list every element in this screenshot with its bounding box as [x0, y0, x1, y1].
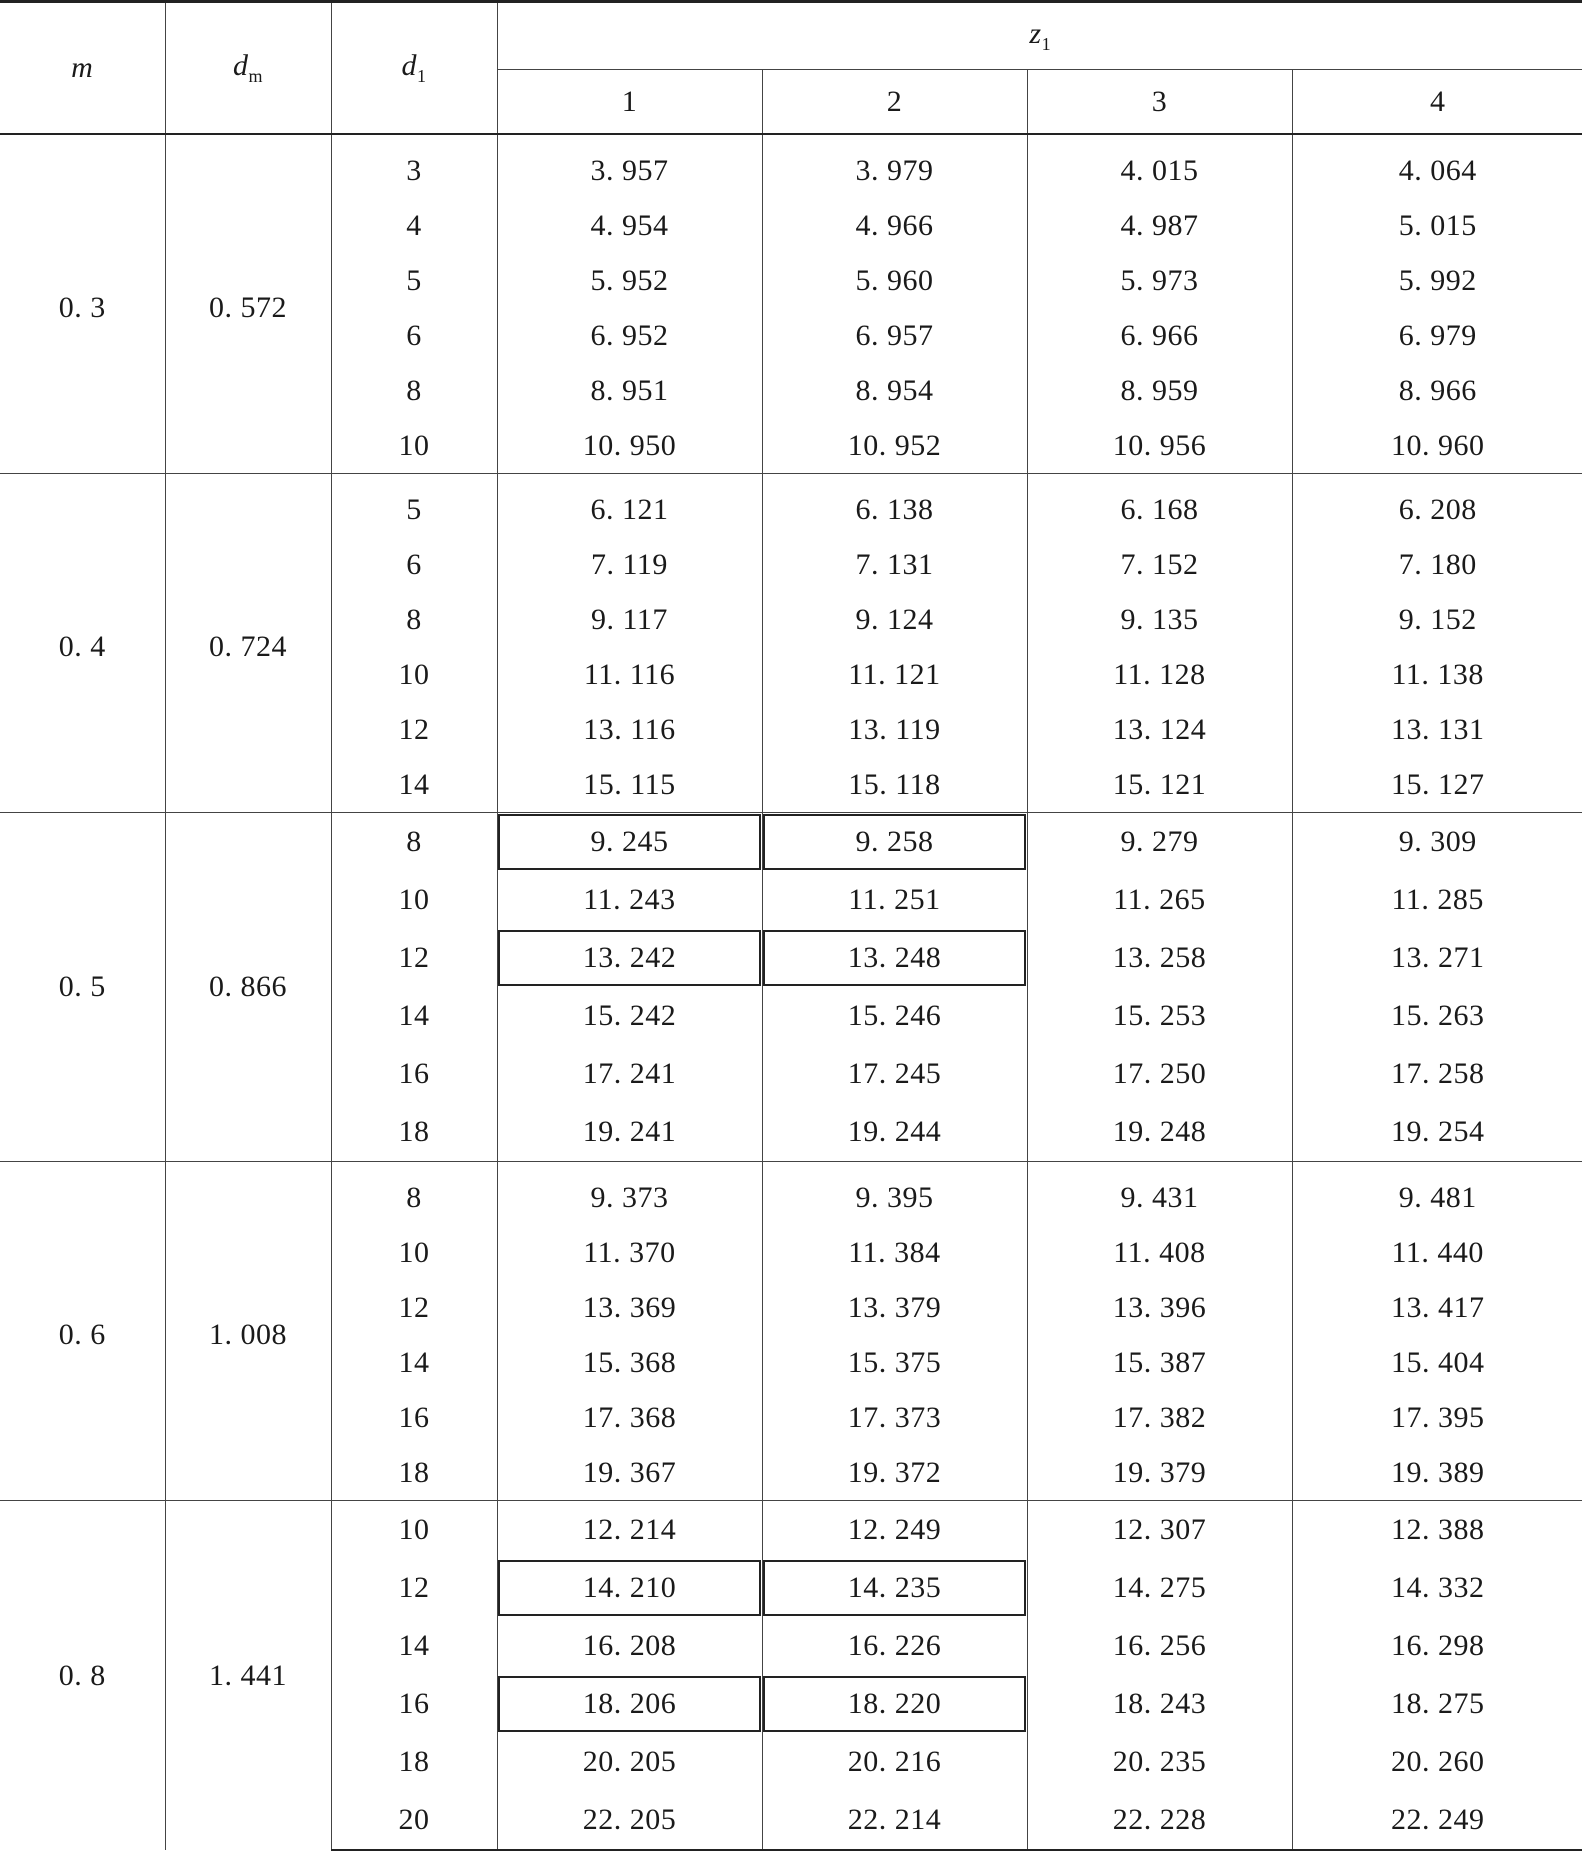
cell-z1-4: 10. 960 [1292, 418, 1582, 474]
cell-z1-3: 9. 431 [1027, 1162, 1292, 1226]
cell-z1-1: 17. 368 [497, 1390, 762, 1445]
cell-z1-4: 7. 180 [1292, 537, 1582, 592]
cell-d1: 5 [331, 474, 497, 538]
cell-z1-1: 8. 951 [497, 363, 762, 418]
cell-z1-2: 15. 246 [762, 987, 1027, 1045]
cell-z1-3: 5. 973 [1027, 253, 1292, 308]
cell-m: 0. 6 [0, 1162, 165, 1501]
cell-z1-1: 11. 243 [497, 871, 762, 929]
cell-d1: 14 [331, 1617, 497, 1675]
table-row [0, 1162, 1582, 1226]
header-d1-sub: 1 [417, 66, 427, 86]
cell-z1-4: 14. 332 [1292, 1559, 1582, 1617]
cell-z1-4: 13. 131 [1292, 702, 1582, 757]
cell-z1-4: 13. 271 [1292, 929, 1582, 987]
cell-z1-3: 10. 956 [1027, 418, 1292, 474]
cell-z1-2: 11. 121 [762, 647, 1027, 702]
cell-d1: 8 [331, 363, 497, 418]
cell-z1-1: 14. 210 [497, 1559, 762, 1617]
cell-z1-3: 14. 275 [1027, 1559, 1292, 1617]
cell-m: 0. 5 [0, 813, 165, 1162]
cell-z1-1: 15. 115 [497, 757, 762, 813]
cell-z1-2: 19. 244 [762, 1103, 1027, 1162]
cell-d1: 10 [331, 871, 497, 929]
cell-z1-3: 4. 987 [1027, 198, 1292, 253]
cell-z1-2: 17. 245 [762, 1045, 1027, 1103]
cell-z1-1: 22. 205 [497, 1791, 762, 1850]
header-z1 [497, 2, 1582, 70]
table-header [0, 2, 1582, 135]
cell-z1-2: 9. 395 [762, 1162, 1027, 1226]
cell-z1-2: 14. 235 [762, 1559, 1027, 1617]
header-z1-label: z [1029, 17, 1042, 50]
cell-z1-2: 6. 138 [762, 474, 1027, 538]
cell-d1: 14 [331, 757, 497, 813]
cell-z1-3: 13. 396 [1027, 1280, 1292, 1335]
cell-z1-3: 15. 253 [1027, 987, 1292, 1045]
cell-z1-2: 16. 226 [762, 1617, 1027, 1675]
cell-dm: 0. 866 [165, 813, 331, 1162]
cell-z1-1: 15. 242 [497, 987, 762, 1045]
cell-z1-1: 17. 241 [497, 1045, 762, 1103]
cell-z1-4: 9. 481 [1292, 1162, 1582, 1226]
cell-z1-2: 4. 966 [762, 198, 1027, 253]
cell-z1-4: 19. 254 [1292, 1103, 1582, 1162]
cell-z1-2: 9. 124 [762, 592, 1027, 647]
table-body [0, 134, 1582, 1850]
cell-z1-3: 11. 265 [1027, 871, 1292, 929]
cell-z1-3: 22. 228 [1027, 1791, 1292, 1850]
cell-z1-1: 19. 367 [497, 1445, 762, 1501]
cell-z1-3: 16. 256 [1027, 1617, 1292, 1675]
cell-z1-3: 12. 307 [1027, 1501, 1292, 1560]
table-row [0, 134, 1582, 198]
cell-z1-4: 6. 208 [1292, 474, 1582, 538]
cell-z1-4: 19. 389 [1292, 1445, 1582, 1501]
cell-z1-1: 9. 245 [497, 813, 762, 872]
cell-z1-1: 3. 957 [497, 134, 762, 198]
cell-z1-2: 19. 372 [762, 1445, 1027, 1501]
cell-z1-1: 13. 116 [497, 702, 762, 757]
header-dm [165, 2, 331, 135]
header-z1-col-3: 3 [1027, 70, 1292, 135]
cell-z1-1: 4. 954 [497, 198, 762, 253]
cell-z1-4: 22. 249 [1292, 1791, 1582, 1850]
header-dm-label: d [232, 49, 249, 82]
cell-z1-3: 8. 959 [1027, 363, 1292, 418]
cell-z1-4: 9. 309 [1292, 813, 1582, 872]
cell-z1-1: 11. 370 [497, 1225, 762, 1280]
cell-z1-3: 11. 128 [1027, 647, 1292, 702]
cell-d1: 8 [331, 1162, 497, 1226]
cell-z1-4: 9. 152 [1292, 592, 1582, 647]
cell-z1-3: 19. 379 [1027, 1445, 1292, 1501]
cell-z1-2: 3. 979 [762, 134, 1027, 198]
cell-d1: 20 [331, 1791, 497, 1850]
cell-z1-4: 4. 064 [1292, 134, 1582, 198]
cell-z1-2: 18. 220 [762, 1675, 1027, 1733]
cell-z1-1: 18. 206 [497, 1675, 762, 1733]
cell-z1-1: 5. 952 [497, 253, 762, 308]
cell-z1-1: 16. 208 [497, 1617, 762, 1675]
cell-z1-3: 17. 382 [1027, 1390, 1292, 1445]
cell-z1-3: 13. 258 [1027, 929, 1292, 987]
cell-z1-3: 4. 015 [1027, 134, 1292, 198]
cell-d1: 14 [331, 987, 497, 1045]
cell-z1-3: 18. 243 [1027, 1675, 1292, 1733]
cell-z1-4: 20. 260 [1292, 1733, 1582, 1791]
cell-z1-4: 5. 015 [1292, 198, 1582, 253]
cell-z1-4: 16. 298 [1292, 1617, 1582, 1675]
cell-z1-2: 10. 952 [762, 418, 1027, 474]
cell-z1-1: 9. 373 [497, 1162, 762, 1226]
header-m-label: m [71, 51, 94, 84]
header-z1-col-4: 4 [1292, 70, 1582, 135]
cell-d1: 18 [331, 1733, 497, 1791]
cell-z1-3: 6. 168 [1027, 474, 1292, 538]
cell-z1-2: 6. 957 [762, 308, 1027, 363]
cell-z1-2: 5. 960 [762, 253, 1027, 308]
cell-d1: 8 [331, 592, 497, 647]
cell-z1-4: 11. 138 [1292, 647, 1582, 702]
cell-d1: 16 [331, 1045, 497, 1103]
cell-z1-3: 7. 152 [1027, 537, 1292, 592]
cell-z1-2: 13. 248 [762, 929, 1027, 987]
table-row [0, 474, 1582, 538]
cell-d1: 12 [331, 929, 497, 987]
cell-z1-2: 11. 251 [762, 871, 1027, 929]
cell-z1-2: 22. 214 [762, 1791, 1027, 1850]
cell-z1-1: 10. 950 [497, 418, 762, 474]
cell-z1-3: 6. 966 [1027, 308, 1292, 363]
cell-z1-3: 13. 124 [1027, 702, 1292, 757]
cell-z1-2: 12. 249 [762, 1501, 1027, 1560]
cell-z1-1: 13. 369 [497, 1280, 762, 1335]
cell-z1-3: 9. 279 [1027, 813, 1292, 872]
cell-d1: 18 [331, 1445, 497, 1501]
cell-d1: 18 [331, 1103, 497, 1162]
cell-z1-2: 15. 118 [762, 757, 1027, 813]
cell-d1: 12 [331, 1280, 497, 1335]
cell-d1: 5 [331, 253, 497, 308]
cell-z1-4: 18. 275 [1292, 1675, 1582, 1733]
cell-dm: 1. 441 [165, 1501, 331, 1851]
cell-z1-4: 15. 404 [1292, 1335, 1582, 1390]
cell-d1: 10 [331, 647, 497, 702]
cell-z1-1: 13. 242 [497, 929, 762, 987]
cell-d1: 10 [331, 1501, 497, 1560]
cell-m: 0. 4 [0, 474, 165, 813]
cell-z1-2: 7. 131 [762, 537, 1027, 592]
cell-z1-4: 17. 258 [1292, 1045, 1582, 1103]
cell-z1-3: 20. 235 [1027, 1733, 1292, 1791]
cell-z1-4: 5. 992 [1292, 253, 1582, 308]
cell-d1: 3 [331, 134, 497, 198]
cell-z1-3: 15. 387 [1027, 1335, 1292, 1390]
cell-z1-1: 19. 241 [497, 1103, 762, 1162]
cell-z1-2: 8. 954 [762, 363, 1027, 418]
cell-z1-1: 11. 116 [497, 647, 762, 702]
cell-m: 0. 8 [0, 1501, 165, 1851]
cell-z1-4: 11. 285 [1292, 871, 1582, 929]
cell-z1-2: 11. 384 [762, 1225, 1027, 1280]
header-z1-col-1: 1 [497, 70, 762, 135]
cell-z1-2: 15. 375 [762, 1335, 1027, 1390]
cell-z1-1: 20. 205 [497, 1733, 762, 1791]
cell-z1-2: 9. 258 [762, 813, 1027, 872]
cell-z1-3: 11. 408 [1027, 1225, 1292, 1280]
cell-z1-2: 20. 216 [762, 1733, 1027, 1791]
cell-d1: 6 [331, 537, 497, 592]
header-d1 [331, 2, 497, 135]
table-row [0, 1501, 1582, 1560]
cell-d1: 8 [331, 813, 497, 872]
header-d1-label: d [401, 49, 417, 82]
cell-z1-4: 17. 395 [1292, 1390, 1582, 1445]
cell-d1: 16 [331, 1675, 497, 1733]
cell-z1-1: 6. 952 [497, 308, 762, 363]
cell-dm: 0. 572 [165, 134, 331, 474]
cell-z1-2: 13. 379 [762, 1280, 1027, 1335]
cell-dm: 0. 724 [165, 474, 331, 813]
cell-dm: 1. 008 [165, 1162, 331, 1501]
cell-z1-3: 19. 248 [1027, 1103, 1292, 1162]
cell-d1: 14 [331, 1335, 497, 1390]
cell-z1-4: 6. 979 [1292, 308, 1582, 363]
cell-z1-3: 15. 121 [1027, 757, 1292, 813]
cell-d1: 10 [331, 1225, 497, 1280]
cell-z1-2: 17. 373 [762, 1390, 1027, 1445]
header-m [0, 2, 165, 135]
cell-d1: 6 [331, 308, 497, 363]
cell-z1-4: 15. 127 [1292, 757, 1582, 813]
header-dm-sub: m [248, 66, 263, 86]
cell-z1-2: 13. 119 [762, 702, 1027, 757]
header-z1-col-2: 2 [762, 70, 1027, 135]
cell-z1-4: 11. 440 [1292, 1225, 1582, 1280]
cell-d1: 12 [331, 702, 497, 757]
cell-z1-4: 8. 966 [1292, 363, 1582, 418]
table-row [0, 813, 1582, 872]
cell-z1-4: 15. 263 [1292, 987, 1582, 1045]
cell-m: 0. 3 [0, 134, 165, 474]
header-z1-sub: 1 [1041, 34, 1052, 54]
cell-d1: 10 [331, 418, 497, 474]
cell-z1-3: 17. 250 [1027, 1045, 1292, 1103]
cell-d1: 4 [331, 198, 497, 253]
cell-d1: 16 [331, 1390, 497, 1445]
cell-z1-4: 12. 388 [1292, 1501, 1582, 1560]
cell-z1-4: 13. 417 [1292, 1280, 1582, 1335]
cell-z1-1: 15. 368 [497, 1335, 762, 1390]
cell-z1-1: 6. 121 [497, 474, 762, 538]
cell-z1-1: 7. 119 [497, 537, 762, 592]
cell-z1-1: 9. 117 [497, 592, 762, 647]
cell-z1-1: 12. 214 [497, 1501, 762, 1560]
cell-d1: 12 [331, 1559, 497, 1617]
cell-z1-3: 9. 135 [1027, 592, 1292, 647]
